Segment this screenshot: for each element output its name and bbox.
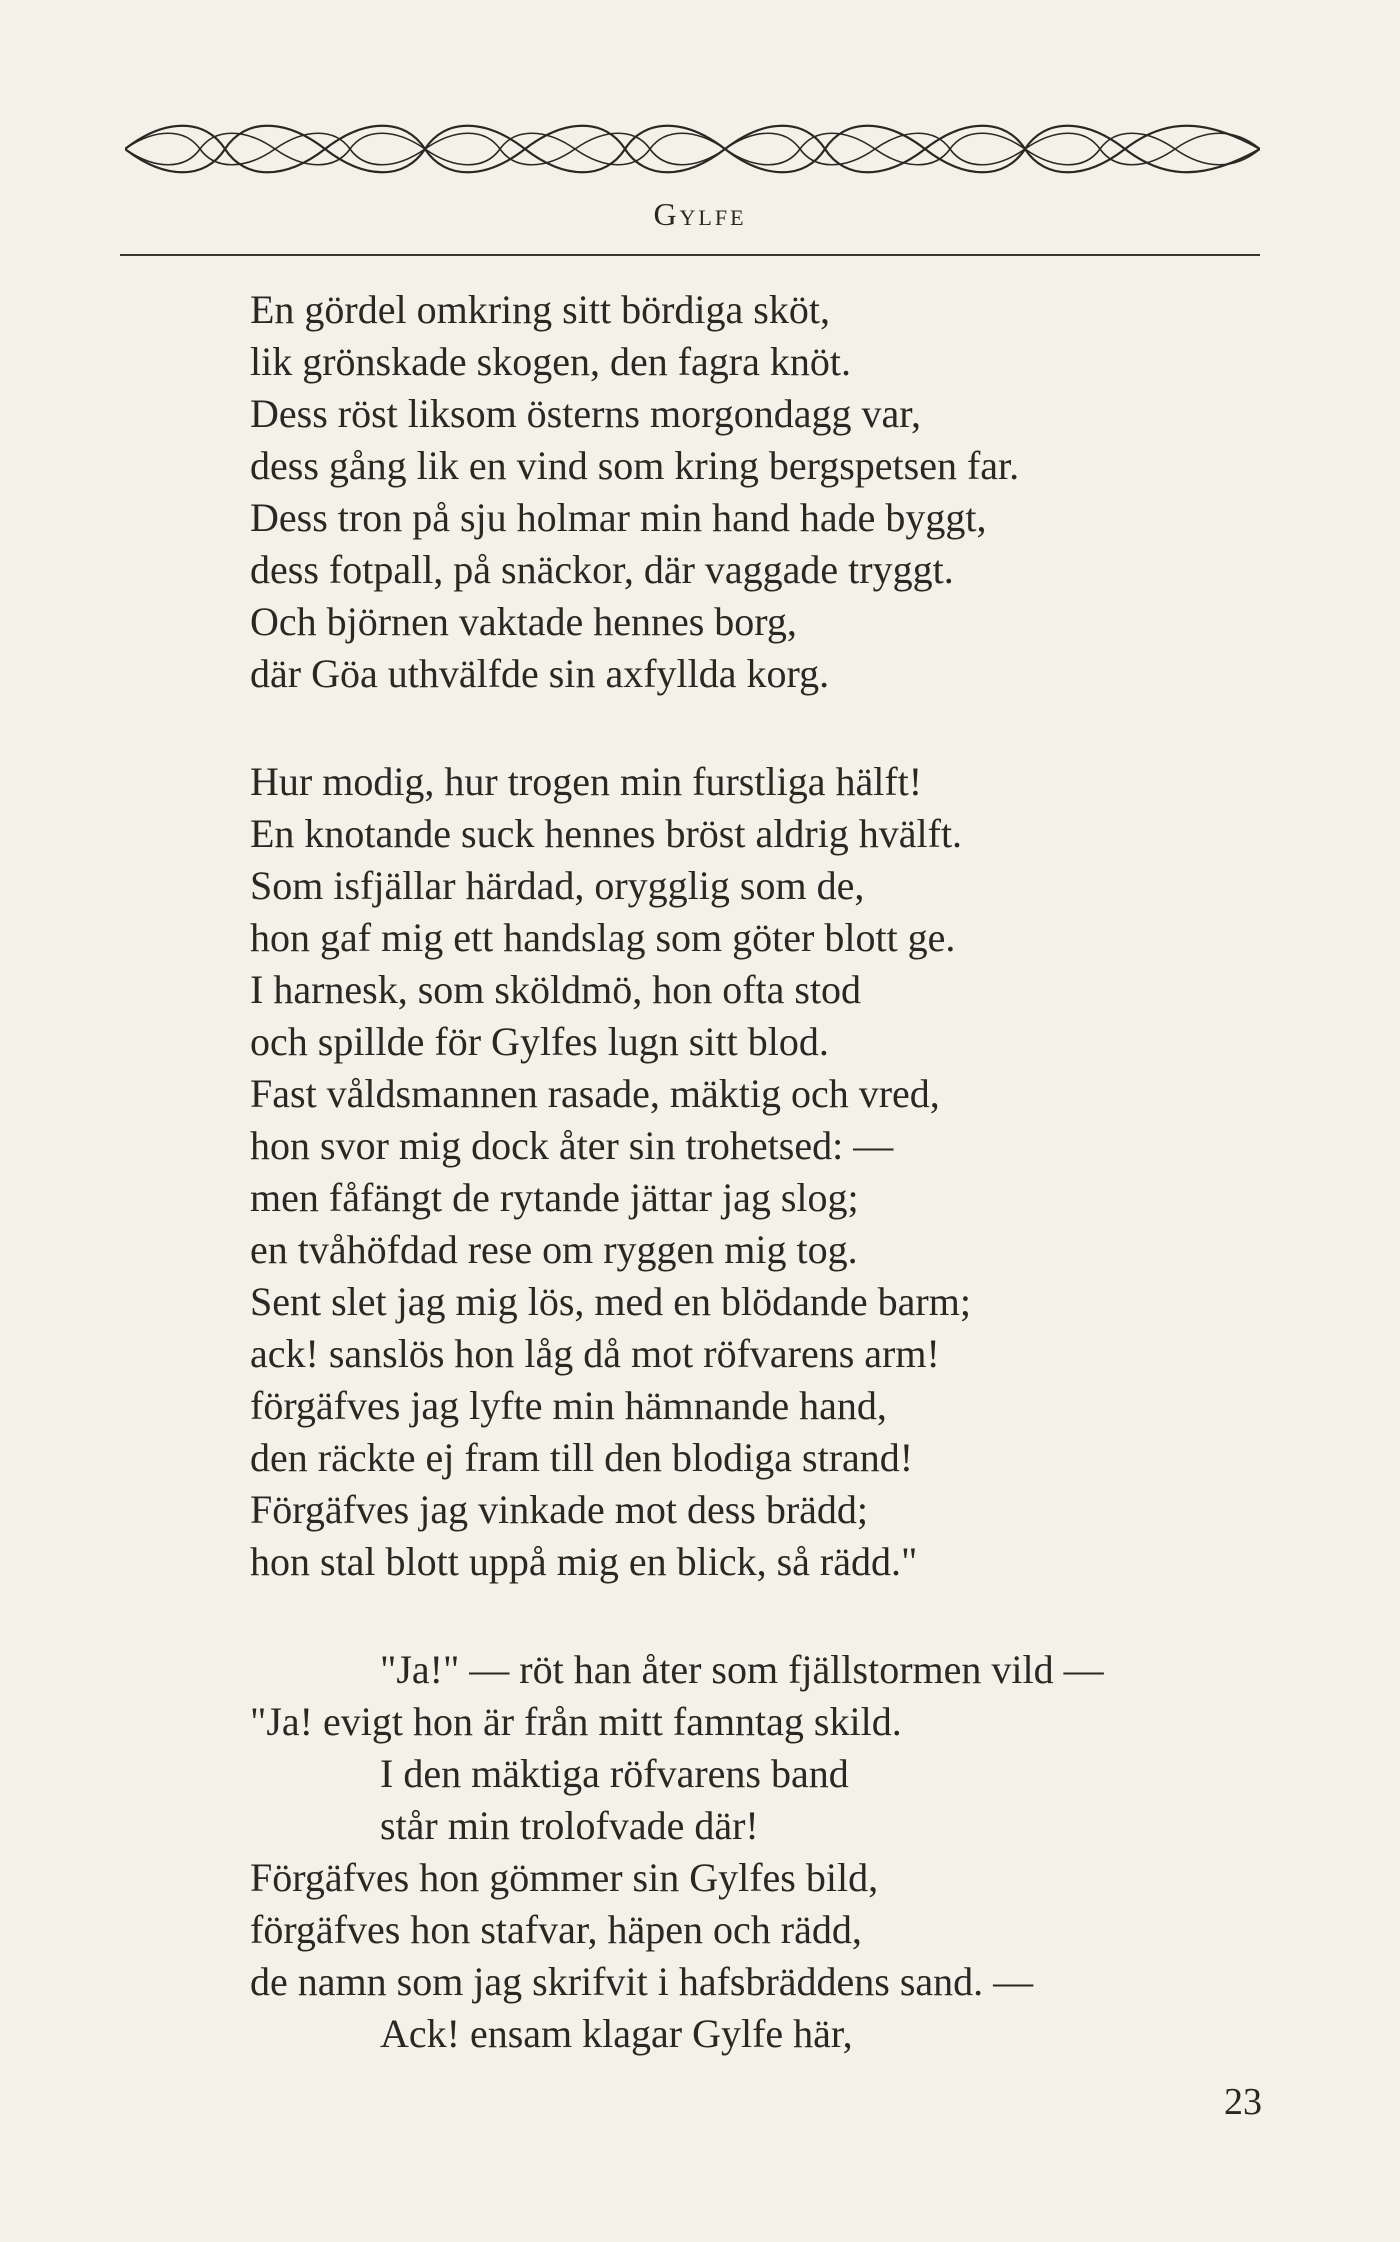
verse-line: och spillde för Gylfes lugn sitt blod. — [250, 1019, 829, 1064]
verse-line: hon stal blott uppå mig en blick, så rädd." — [250, 1539, 918, 1584]
header-rule — [120, 254, 1260, 256]
verse-line: "Ja! evigt hon är från mitt famntag skild. — [250, 1699, 902, 1744]
verse-line: Och björnen vaktade hennes borg, — [250, 599, 797, 644]
verse-line: Fast våldsmannen rasade, mäktig och vred, — [250, 1071, 940, 1116]
verse-line: Dess röst liksom österns morgondagg var, — [250, 391, 921, 436]
verse-line: en tvåhöfdad rese om ryggen mig tog. — [250, 1227, 858, 1272]
verse-line: Förgäfves jag vinkade mot dess brädd; — [250, 1487, 869, 1532]
verse-line: Som isfjällar härdad, orygglig som de, — [250, 863, 865, 908]
verse-line: Dess tron på sju holmar min hand hade byggt, — [250, 495, 987, 540]
verse-line: står min trolofvade där! — [380, 1803, 759, 1848]
verse-line: hon gaf mig ett handslag som göter blott ge. — [250, 915, 956, 960]
verse-line: I harnesk, som sköldmö, hon ofta stod — [250, 967, 862, 1012]
verse-line: dess gång lik en vind som kring bergspetsen far. — [250, 443, 1020, 488]
verse-line: de namn som jag skrifvit i hafsbräddens sand. — — [250, 1959, 1034, 2004]
verse-line: hon svor mig dock åter sin trohetsed: — — [250, 1123, 894, 1168]
running-head: Gylfe — [653, 196, 747, 232]
verse-line: En gördel omkring sitt bördiga sköt, — [250, 287, 830, 332]
verse-line: ack! sanslös hon låg då mot röfvarens arm! — [250, 1331, 940, 1376]
verse-line: den räckte ej fram till den blodiga strand! — [250, 1435, 914, 1480]
verse-line: men fåfängt de rytande jättar jag slog; — [250, 1175, 859, 1220]
verse-line: Hur modig, hur trogen min furstliga hälft! — [250, 759, 923, 804]
verse-line: dess fotpall, på snäckor, där vaggade tryggt. — [250, 547, 954, 592]
verse-line: En knotande suck hennes bröst aldrig hvälft. — [250, 811, 963, 856]
celtic-knotwork-ornament — [125, 118, 1260, 180]
verse-line: Sent slet jag mig lös, med en blödande barm; — [250, 1279, 971, 1324]
verse-line: Ack! ensam klagar Gylfe här, — [380, 2011, 853, 2056]
page-number: 23 — [1224, 2081, 1262, 2123]
verse-line: förgäfves jag lyfte min hämnande hand, — [250, 1383, 887, 1428]
verse-line: förgäfves hon stafvar, häpen och rädd, — [250, 1907, 862, 1952]
verse-line: I den mäktiga röfvarens band — [380, 1751, 849, 1796]
verse-line: lik grönskade skogen, den fagra knöt. — [250, 339, 851, 384]
verse-line: där Göa uthvälfde sin axfyllda korg. — [250, 651, 830, 696]
verse-line: Förgäfves hon gömmer sin Gylfes bild, — [250, 1855, 879, 1900]
verse-line: "Ja!" — röt han åter som fjällstormen vild — — [380, 1647, 1104, 1692]
